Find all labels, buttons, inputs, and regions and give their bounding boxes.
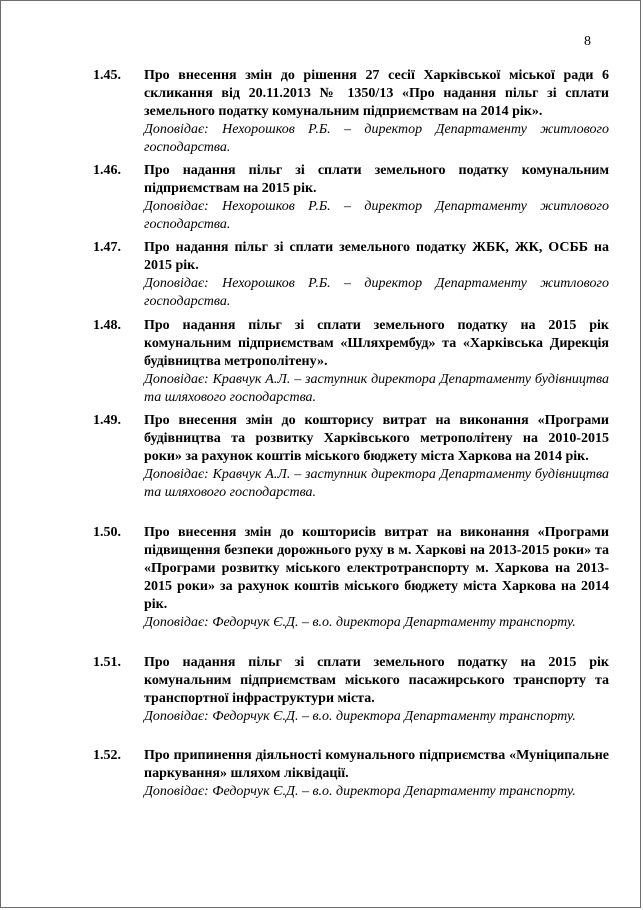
item-number: 1.47.	[93, 240, 121, 255]
item-title: Про внесення змін до кошторисів витрат на виконання «Програми підвищення безпеки дорожнього руху в м. Харкові на 2013-2015 роки» та «Програми розвитку міського електротранспорту м. Харкова на 2013-2015 роки» за рахунок коштів міського бюджету міста Харкова на 2014 рік.	[144, 525, 609, 612]
item-speaker: Доповідає: Федорчук Є.Д. – в.о. директора Департаменту транспорту.	[144, 784, 576, 799]
item-title: Про внесення змін до кошторису витрат на виконання «Програми будівництва та розвитку Харківського метрополітену на 2010-2015 роки» за рахунок коштів міського бюджету міста Харкова на 2014 рік.	[144, 413, 609, 464]
item-speaker: Доповідає: Федорчук Є.Д. – в.о. директора Департаменту транспорту.	[144, 709, 576, 724]
item-title: Про надання пільг зі сплати земельного податку на 2015 рік комунальним підприємствам «Шляхрембуд» та «Харківська Дирекція будівництва метрополітену».	[144, 318, 609, 369]
item-number: 1.50.	[93, 525, 121, 540]
item-title: Про припинення діяльності комунального підприємства «Муніципальне паркування» шляхом ліквідації.	[144, 748, 609, 781]
item-title: Про надання пільг зі сплати земельного податку на 2015 рік комунальним підприємствам міського пасажирського транспорту та транспортної інфраструктури міста.	[144, 655, 609, 706]
item-title: Про надання пільг зі сплати земельного податку ЖБК, ЖК, ОСББ на 2015 рік.	[144, 240, 609, 273]
item-number: 1.46.	[93, 163, 121, 178]
item-speaker: Доповідає: Нехорошков Р.Б. – директор Департаменту житлового господарства.	[144, 276, 609, 309]
item-number: 1.49.	[93, 413, 121, 428]
item-speaker: Доповідає: Нехорошков Р.Б. – директор Департаменту житлового господарства.	[144, 199, 609, 232]
page-number: 8	[584, 34, 591, 49]
item-number: 1.48.	[93, 318, 121, 333]
item-speaker: Доповідає: Федорчук Є.Д. – в.о. директора Департаменту транспорту.	[144, 615, 576, 630]
item-number: 1.52.	[93, 748, 121, 763]
item-title: Про внесення змін до рішення 27 сесії Харківської міської ради 6 скликання від 20.11.2013 № 1350/13 «Про надання пільг зі сплати земельного податку комунальним підприємствам на 2014 рік».	[144, 68, 609, 119]
item-speaker: Доповідає: Кравчук А.Л. – заступник директора Департаменту будівництва та шляхового господарства.	[144, 467, 609, 500]
item-title: Про надання пільг зі сплати земельного податку комунальним підприємствам на 2015 рік.	[144, 163, 609, 196]
item-speaker: Доповідає: Нехорошков Р.Б. – директор Департаменту житлового господарства.	[144, 122, 609, 155]
item-number: 1.45.	[93, 68, 121, 83]
item-number: 1.51.	[93, 655, 121, 670]
item-speaker: Доповідає: Кравчук А.Л. – заступник директора Департаменту будівництва та шляхового господарства.	[144, 372, 609, 405]
